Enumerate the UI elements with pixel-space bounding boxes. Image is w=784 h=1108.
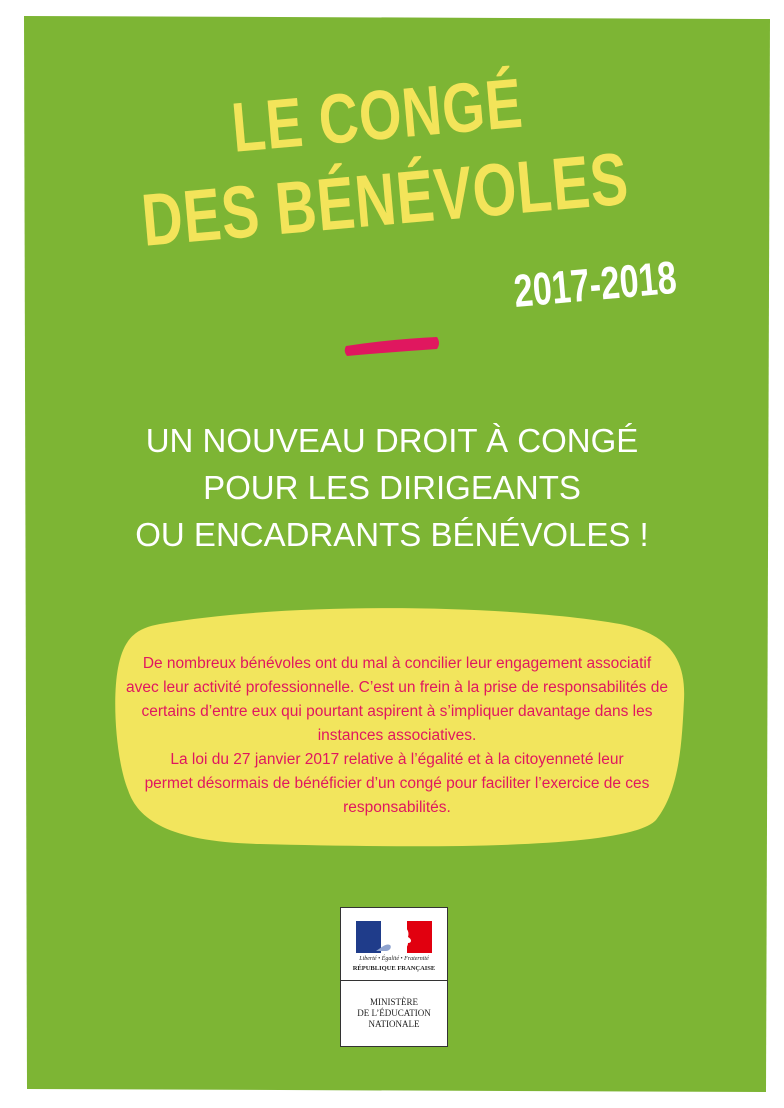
title-line-2: DES BÉNÉVOLES [138, 136, 632, 262]
logo-divider [341, 980, 447, 981]
marianne-flag-icon [356, 921, 432, 953]
year-label: 2017-2018 [511, 250, 679, 317]
motto-text: Liberté • Égalité • Fraternité [359, 956, 429, 962]
ministry-line-2: DE L’ÉDUCATION [357, 1008, 431, 1018]
subtitle-line-2: POUR LES DIRIGEANTS [203, 469, 581, 506]
subtitle-line-3: OU ENCADRANTS BÉNÉVOLES ! [135, 516, 649, 553]
intro-line: instances associatives. [317, 727, 477, 744]
intro-line: avec leur activité professionnelle. C’est un frein à la prise de responsabilités de [126, 679, 668, 696]
intro-line: De nombreux bénévoles ont du mal à concilier leur engagement associatif [142, 655, 652, 672]
title-line-1: LE CONGÉ [228, 63, 526, 167]
intro-line: responsabilités. [343, 799, 451, 816]
intro-line: La loi du 27 janvier 2017 relative à l’égalité et à la citoyenneté leur [170, 751, 624, 768]
ministry-logo [340, 907, 448, 1047]
ministry-line-3: NATIONALE [368, 1019, 420, 1029]
republic-label: RÉPUBLIQUE FRANÇAISE [352, 965, 436, 972]
subtitle-line-1: UN NOUVEAU DROIT À CONGÉ [145, 422, 639, 459]
intro-line: permet désormais de bénéficier d’un congé pour faciliter l’exercice de ces [144, 775, 650, 792]
intro-line: certains d’entre eux qui pourtant aspirent à s’impliquer davantage dans les [141, 703, 653, 720]
ministry-line-1: MINISTÈRE [370, 997, 418, 1007]
